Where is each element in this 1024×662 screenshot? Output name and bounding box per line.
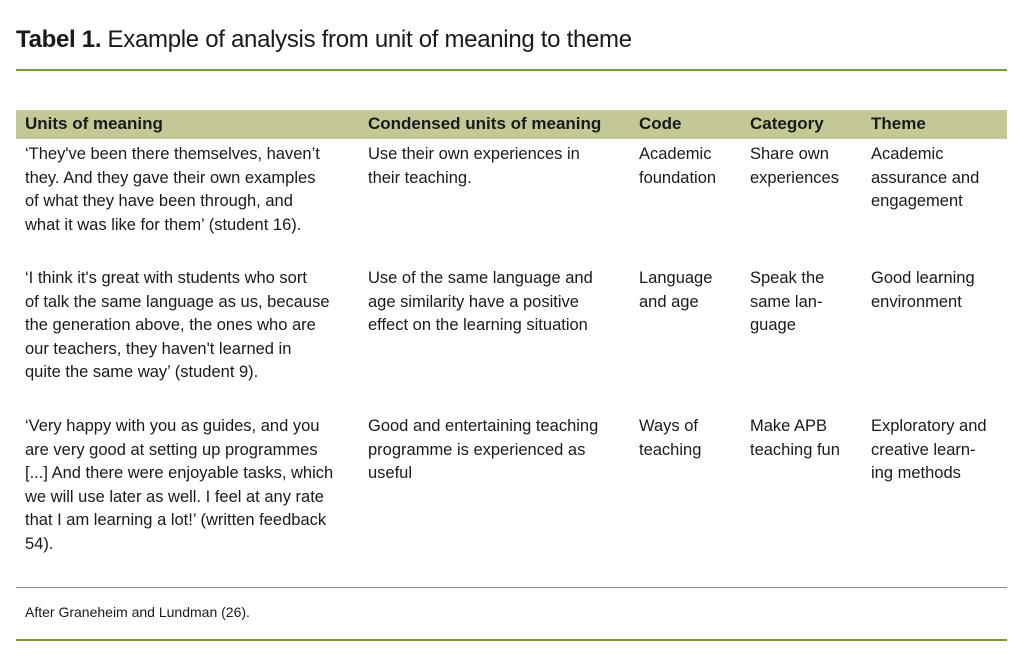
cell-condensed: Use of the same language and age similarity have a positive effect on the learning situation (368, 269, 593, 334)
cell-condensed: Use their own experiences in their teaching. (368, 145, 580, 187)
cell-theme: Exploratory and creative learn- ing methods (871, 417, 987, 482)
cell-theme: Good learning environment (871, 269, 975, 311)
top-rule (16, 69, 1007, 71)
table-bottom-rule (16, 587, 1007, 588)
header-code: Code (639, 114, 682, 133)
header-theme: Theme (871, 114, 926, 133)
cell-condensed: Good and entertaining teaching programme is experienced as useful (368, 417, 599, 482)
cell-units: ‘I think it's great with students who sort of talk the same language as us, because the generation above, the ones who are our teachers, they haven't learned in quite the same way’ (student 9). (25, 269, 330, 381)
cell-units: ‘Very happy with you as guides, and you are very good at setting up programmes [...] And there were enjoyable tasks, which we will use later as well. I feel at any rate that I am learning a lot!’ (written feedback 54). (25, 417, 334, 553)
header-condensed: Condensed units of meaning (368, 114, 602, 133)
bottom-rule (16, 639, 1007, 641)
header-category: Category (750, 114, 824, 133)
cell-category: Speak the same lan- guage (750, 269, 825, 334)
title-text: Example of analysis from unit of meaning to theme (101, 26, 632, 53)
cell-category: Share own experiences (750, 145, 839, 187)
table-title (16, 26, 632, 54)
footnote: After Graneheim and Lundman (26). (25, 604, 250, 620)
cell-code: Ways of teaching (639, 417, 702, 459)
cell-theme: Academic assurance and engagement (871, 145, 980, 210)
title-label: Tabel 1. (16, 26, 102, 53)
cell-code: Academic foundation (639, 145, 717, 187)
cell-units: ‘They've been there themselves, haven’t they. And they gave their own examples of what they have been through, and what it was like for them’ (student 16). (25, 145, 320, 234)
cell-category: Make APB teaching fun (750, 417, 840, 459)
header-units: Units of meaning (25, 114, 163, 133)
cell-code: Language and age (639, 269, 713, 311)
